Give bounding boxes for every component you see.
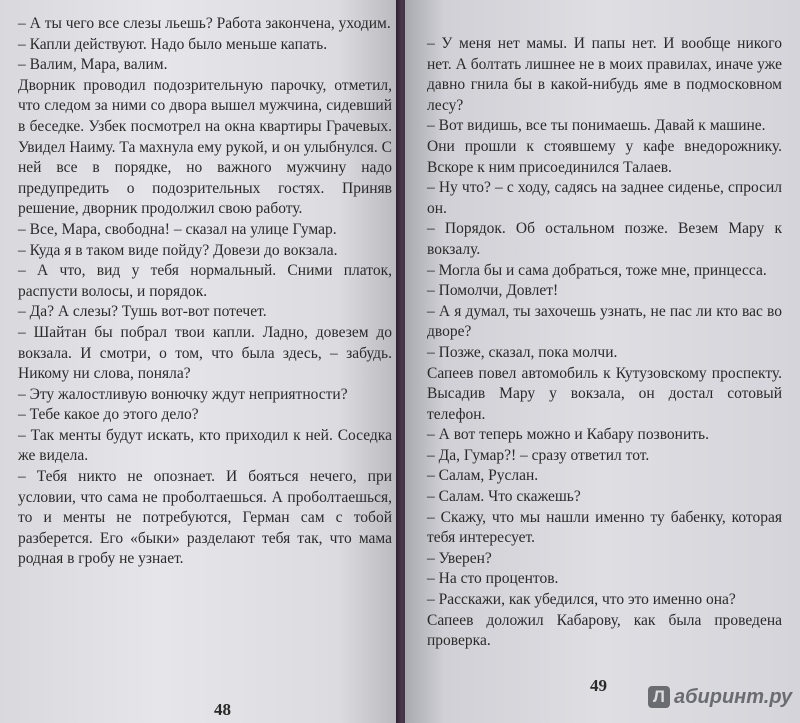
paragraph: – Валим, Мара, валим.	[18, 56, 168, 74]
paragraph: – Куда я в таком виде пойду? Довези до вокзала.	[18, 241, 338, 259]
paragraph: – А вот теперь можно и Кабару позвонить.	[427, 426, 709, 444]
paragraph: Сапеев доложил Кабарову, как была проведена проверка.	[427, 611, 782, 650]
paragraph: – Да? А слезы? Тушь вот-вот потечет.	[18, 303, 267, 321]
paragraph: – Расскажи, как убедился, что это именно она?	[427, 591, 736, 609]
watermark-text: абиринт.ру	[674, 685, 793, 708]
paragraph: – Салам, Руслан.	[427, 467, 539, 485]
paragraph: – Салам. Что скажешь?	[427, 488, 581, 506]
paragraph: – Все, Мара, свободна! – сказал на улице Гумар.	[18, 220, 337, 238]
paragraph: – Помолчи, Довлет!	[427, 282, 559, 300]
paragraph: Они прошли к стоявшему у кафе внедорожнику. Вскоре к ним присоединился Талаев.	[427, 137, 782, 176]
paragraph: – Скажу, что мы нашли именно ту бабенку, которая тебя интересует.	[427, 508, 782, 547]
right-page	[405, 0, 800, 723]
paragraph: – Ну что? – с ходу, садясь на заднее сиденье, спросил он.	[427, 179, 782, 217]
paragraph: – У меня нет мамы. И папы нет. И вообще никого нет. А болтать лишнее не в моих правилах, иначе уже давно гнила бы в какой-нибудь яме в подмосковном лесу?	[427, 35, 782, 114]
paragraph: – Шайтан бы побрал твои капли. Ладно, довезем до вокзала. И смотри, о том, что была здесь, – забудь. Никому ни слова, поняла?	[18, 323, 392, 383]
paragraph: – Уверен?	[427, 549, 492, 567]
paragraph: – А ты чего все слезы льешь? Работа закончена, уходим.	[18, 15, 391, 32]
paragraph: – А я думал, ты захочешь узнать, не пас ли кто вас во дворе?	[427, 302, 782, 341]
paragraph: – На сто процентов.	[427, 570, 559, 588]
left-page	[0, 0, 398, 723]
page-number-right: 49	[590, 676, 607, 695]
paragraph: – Капли действуют. Надо было меньше капать.	[18, 35, 328, 53]
paragraph: – Так менты будут искать, кто приходил к ней. Соседка же видела.	[18, 426, 392, 465]
paragraph: – Тебе какое до этого дело?	[18, 406, 199, 424]
paragraph: – Порядок. Об остальном позже. Везем Мару к вокзалу.	[427, 220, 782, 258]
paragraph: – Эту жалостливую вонючку ждут неприятности?	[18, 385, 348, 403]
paragraph: – Могла бы и сама добраться, тоже мне, принцесса.	[427, 261, 767, 279]
paragraph: – Позже, сказал, пока молчи.	[427, 343, 618, 361]
paragraph: – Да, Гумар?! – сразу ответил тот.	[427, 446, 650, 464]
page-number-left: 48	[214, 700, 231, 719]
labirint-logo-icon: Л	[648, 686, 670, 708]
paragraph: – А что, вид у тебя нормальный. Сними платок, распусти волосы, и порядок.	[18, 262, 392, 300]
paragraph: Дворник проводил подозрительную парочку, отметил, что следом за ними со двора вышел мужчина, сидевший в беседке. Узбек посмотрел на окна квартиры Грачевых. Увидел Наиму. Та махнула ему рукой, и он улыбнулся. С ней все в порядке, но важного мужчину надо предупредить о подозрительных гостях. Приняв решение, дворник продолжил свою работу.	[18, 76, 392, 218]
paragraph: – Вот видишь, все ты понимаешь. Давай к машине.	[427, 117, 766, 135]
labirint-watermark	[648, 684, 792, 710]
paragraph: Сапеев повел автомобиль к Кутузовскому проспекту. Высадив Мару у вокзала, он достал сотовый телефон.	[427, 364, 782, 423]
paragraph: – Тебя никто не опознает. И бояться нечего, при условии, что сама не проболтаешься. А проболтаешься, то и менты не потребуются, Герман сам с тобой разберется. Его «быки» разделают тебя так, что мама родная в гробу не узнает.	[18, 468, 392, 568]
